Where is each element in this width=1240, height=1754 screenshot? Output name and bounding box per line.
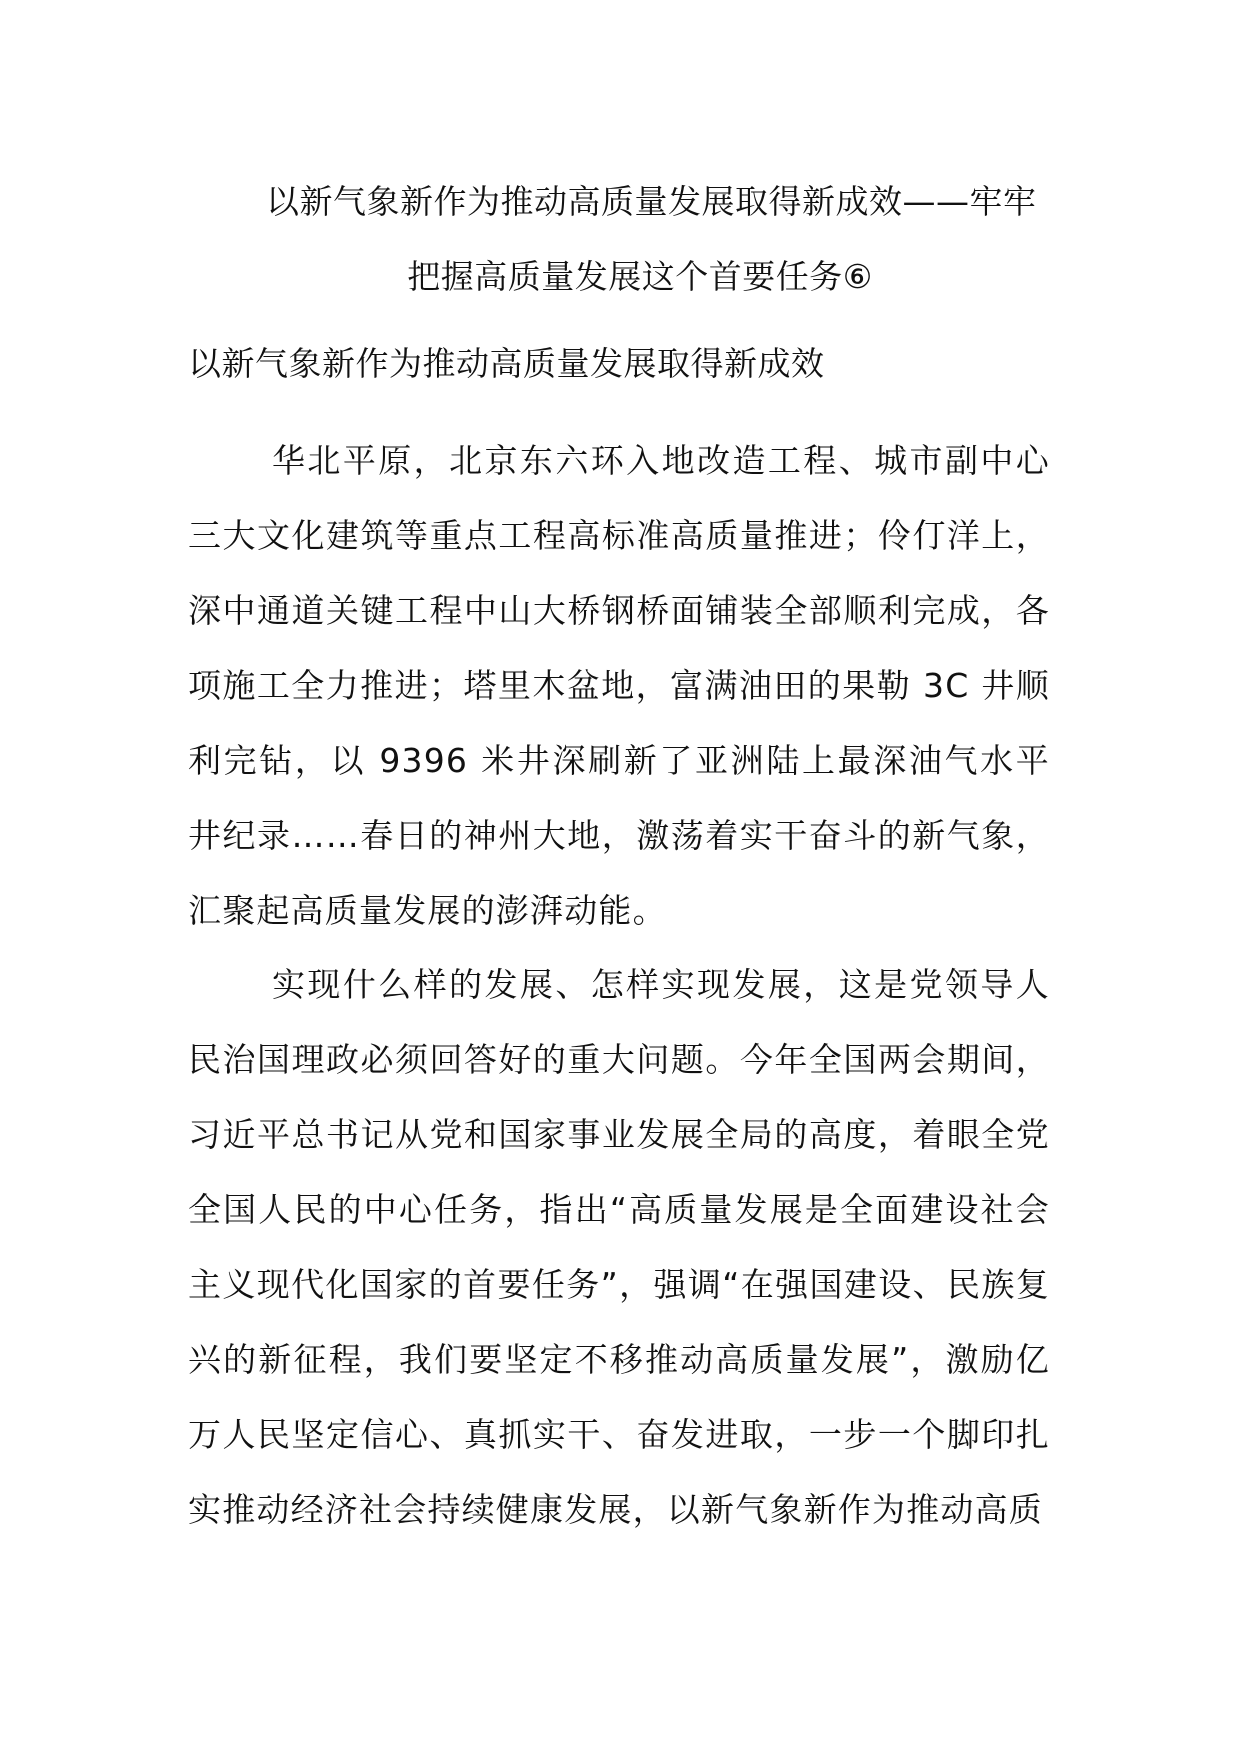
body-paragraph-1: 华北平原，北京东六环入地改造工程、城市副中心三大文化建筑等重点工程高标准高质量推进；伶仃洋上，深中通道关键工程中山大桥钢桥面铺装全部顺利完成，各项施工全力推进；塔里木盆地，富满油田的果勒 3C 井顺利完钻，以 9396 米井深刷新了亚洲陆上最深油气水平井纪录……春日的神州大地，激荡着实干奋斗的新气象，汇聚起高质量发展的澎湃动能。 — [188, 441, 1050, 930]
body-paragraph-2: 实现什么样的发展、怎样实现发展，这是党领导人民治国理政必须回答好的重大问题。今年全国两会期间，习近平总书记从党和国家事业发展全局的高度，着眼全党全国人民的中心任务，指出“高质量发展是全面建设社会主义现代化国家的首要任务”，强调“在强国建设、民族复兴的新征程，我们要坚定不移推动高质量发展”，激励亿万人民坚定信心、真抓实干、奋发进取，一步一个脚印扎实推动经济社会持续健康发展，以新气象新作为推动高质 — [188, 965, 1050, 1529]
document-title — [180, 164, 1060, 314]
title-line-2: 把握高质量发展这个首要任务⑥ — [407, 257, 873, 296]
document-subtitle: 以新气象新作为推动高质量发展取得新成效 — [188, 344, 825, 383]
title-line-1: 以新气象新作为推动高质量发展取得新成效——牢牢 — [266, 182, 1037, 221]
